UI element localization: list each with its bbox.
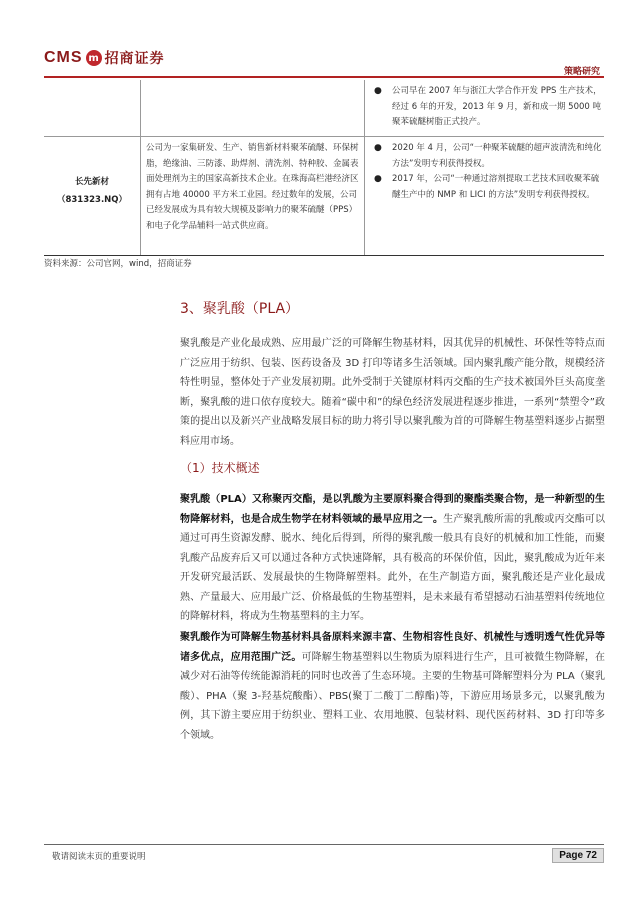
list-item xyxy=(370,141,602,172)
intro-paragraph: 聚乳酸是产业化最成熟、应用最广泛的可降解生物基材料，因其优异的机械性、环保性等特点而广泛应用于纺织、包装、医药设备及 3D 打印等诸多生活领域。国内聚乳酸产能分散，规模经济特性明显，整体处于产业发展初期。此外受制于关键原材料丙交酯的生产技术被国外巨头高度垄断，聚乳酸的进口依存度较大。随着“碳中和”的绿色经济发展进程逐步推进，一系列“禁塑令”政策的提出以及新兴产业战略发展目标的助力将引导以聚乳酸为首的可降解生物基塑料逐步占据塑料应用市场。 xyxy=(180,338,605,447)
paragraph-body: 生产聚乳酸所需的乳酸或丙交酯可以通过可再生资源发酵、脱水、纯化后得到，所得的聚乳酸一般具有良好的机械和加工性能，而聚乳酸产品废弃后又可以通过各种方式快速降解，具有极高的环保价值，因此，聚乳酸成为近年来开发研究最活跃、发展最快的生物降解塑料。此外，在生产制造方面，聚乳酸还是产业化最成熟、产量最大、应用最广泛、价格最低的生物基塑料，是未来最有希望撼动石油基塑料传统地位的降解材料，将成为生物基塑料的主力军。 xyxy=(180,513,606,622)
logo-chinese: 招商证券 xyxy=(104,51,165,67)
bullet-icon: ● xyxy=(374,86,382,96)
report-category: 策略研究 xyxy=(563,67,600,77)
bullet-icon: ● xyxy=(374,143,382,153)
column-divider xyxy=(364,80,365,136)
page-number: Page 72 xyxy=(552,848,604,863)
milestone-list xyxy=(370,141,602,203)
company-name: 长先新材 xyxy=(74,177,109,187)
company-name-cell xyxy=(44,173,140,209)
cms-logo xyxy=(44,48,165,68)
column-divider xyxy=(140,80,141,136)
company-description: 公司为一家集研发、生产、销售新材料聚苯硫醚、环保树脂，绝缘油、三防漆、助焊剂、清洗剂、特种胶、金属表面处理剂为主的国家高新技术企业。在珠海高栏港经济区拥有占地 40000 平方米工业园。经过数年的发展，公司已经发展成为具有较大规模及影响力的聚苯硫醚（PPS）和电子化学品辅料一站式供应商。 xyxy=(146,143,359,231)
table-row xyxy=(44,137,604,256)
paragraph-lead: 聚乳酸作为可降解生物基材料具备原料来源丰富、生物相容性良好、机械性与透明透气性优异等诸多优点，应用范围广泛。 xyxy=(180,632,605,663)
company-table xyxy=(44,80,604,256)
logo-mark-icon: m xyxy=(86,50,102,66)
list-item xyxy=(370,172,602,203)
table-row xyxy=(44,80,604,137)
column-divider xyxy=(140,137,141,255)
page-footer xyxy=(44,844,604,866)
paragraph-lead: 聚乳酸（PLA）又称聚丙交酯，是以乳酸为主要原料聚合得到的聚酯类聚合物，是一种新型的生物降解材料，也是合成生物学在材料领域的最早应用之一。 xyxy=(180,494,605,525)
footer-disclaimer: 敬请阅读末页的重要说明 xyxy=(52,852,146,862)
milestone-text: 2017 年，公司“一种通过溶剂提取工艺技术回收聚苯硫醚生产中的 NMP 和 LICI 的方法”发明专利获得授权。 xyxy=(392,174,600,200)
section-title: 3、聚乳酸（PLA） xyxy=(180,301,300,317)
list-item xyxy=(370,84,602,131)
body-paragraph xyxy=(180,628,605,745)
milestone-text: 2020 年 4 月，公司“一种聚苯硫醚的超声波清洗和纯化方法”发明专利获得授权。 xyxy=(392,143,602,169)
logo-latin: CMS xyxy=(44,49,83,66)
subsection-title: （1）技术概述 xyxy=(180,461,260,475)
milestone-list xyxy=(370,84,602,131)
company-code: （831323.NQ） xyxy=(56,195,128,205)
bullet-icon: ● xyxy=(374,174,382,184)
header-divider xyxy=(44,76,604,78)
milestone-text: 公司早在 2007 年与浙江大学合作开发 PPS 生产技术，经过 6 年的开发，2013 年 9 月，新和成一期 5000 吨聚苯硫醚树脂正式投产。 xyxy=(392,86,602,127)
column-divider xyxy=(364,137,365,255)
body-paragraph xyxy=(180,490,605,627)
footer-divider xyxy=(44,844,604,845)
page-header xyxy=(44,44,604,77)
table-source: 资料来源：公司官网，wind，招商证券 xyxy=(44,259,192,269)
paragraph-body: 可降解生物基塑料以生物质为原料进行生产，且可被微生物降解，在减少对石油等传统能源消耗的同时也改善了生态环境。主要的生物基可降解塑料分为 PLA（聚乳酸）、PHA（聚 3-羟基烷酸酯）、PBS(聚丁二酸丁二醇酯)等，下游应用场景多元，以聚乳酸为例，其下游主要应用于纺织业、塑料工业、农用地膜、包装材料、现代医药材料、3D 打印等多个领域。 xyxy=(180,651,606,741)
